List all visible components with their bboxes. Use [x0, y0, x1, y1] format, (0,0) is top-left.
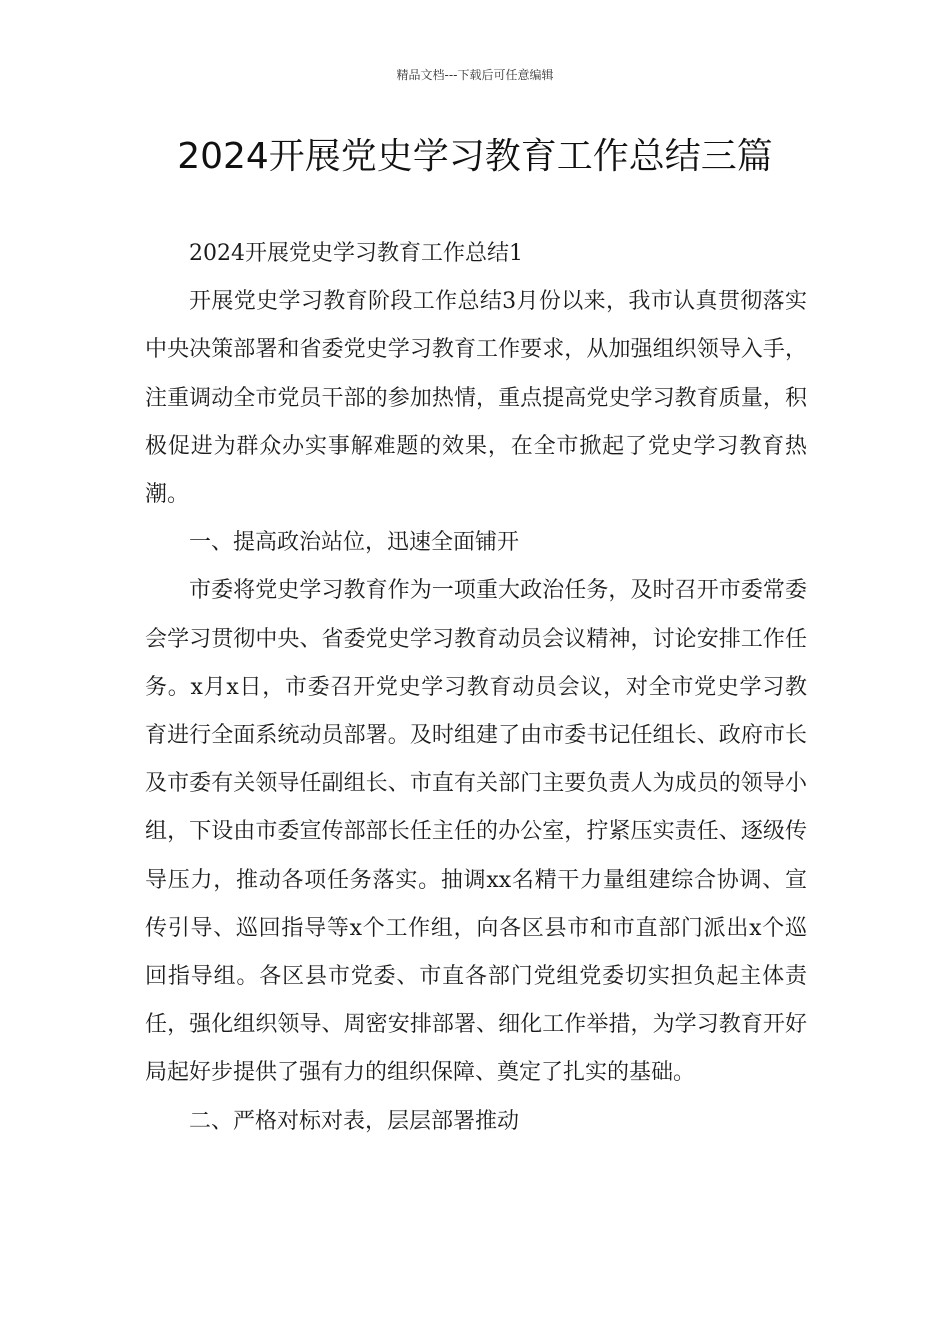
- document-title: 2024开展党史学习教育工作总结三篇: [177, 136, 773, 177]
- header-note: 精品文档---下载后可任意编辑: [396, 68, 554, 82]
- document-body: [145, 230, 807, 1146]
- paragraph-intro: 开展党史学习教育阶段工作总结3月份以来，我市认真贯彻落实中央决策部署和省委党史学习教育工作要求，从加强组织领导入手，注重调动全市党员干部的参加热情，重点提高党史学习教育质量，积极促进为群众办实事解难题的效果，在全市掀起了党史学习教育热潮。: [145, 289, 807, 508]
- section-heading-two: 二、严格对标对表，层层部署推动: [189, 1108, 520, 1134]
- section-heading-one: 一、提高政治站位，迅速全面铺开: [189, 530, 520, 556]
- paragraph-one: 市委将党史学习教育作为一项重大政治任务，及时召开市委常委会学习贯彻中央、省委党史学习教育动员会议精神，讨论安排工作任务。x月x日，市委召开党史学习教育动员会议，对全市党史学习教育进行全面系统动员部署。及时组建了由市委书记任组长、政府市长及市委有关领导任副组长、市直有关部门主要负责人为成员的领导小组，下设由市委宣传部部长任主任的办公室，拧紧压实责任、逐级传导压力，推动各项任务落实。抽调xx名精干力量组建综合协调、宣传引导、巡回指导等x个工作组，向各区县市和市直部门派出x个巡回指导组。各区县市党委、市直各部门党组党委切实担负起主体责任，强化组织领导、周密安排部署、细化工作举措，为学习教育开好局起好步提供了强有力的组织保障、奠定了扎实的基础。: [145, 578, 807, 1086]
- section-heading-1: 2024开展党史学习教育工作总结1: [189, 241, 523, 266]
